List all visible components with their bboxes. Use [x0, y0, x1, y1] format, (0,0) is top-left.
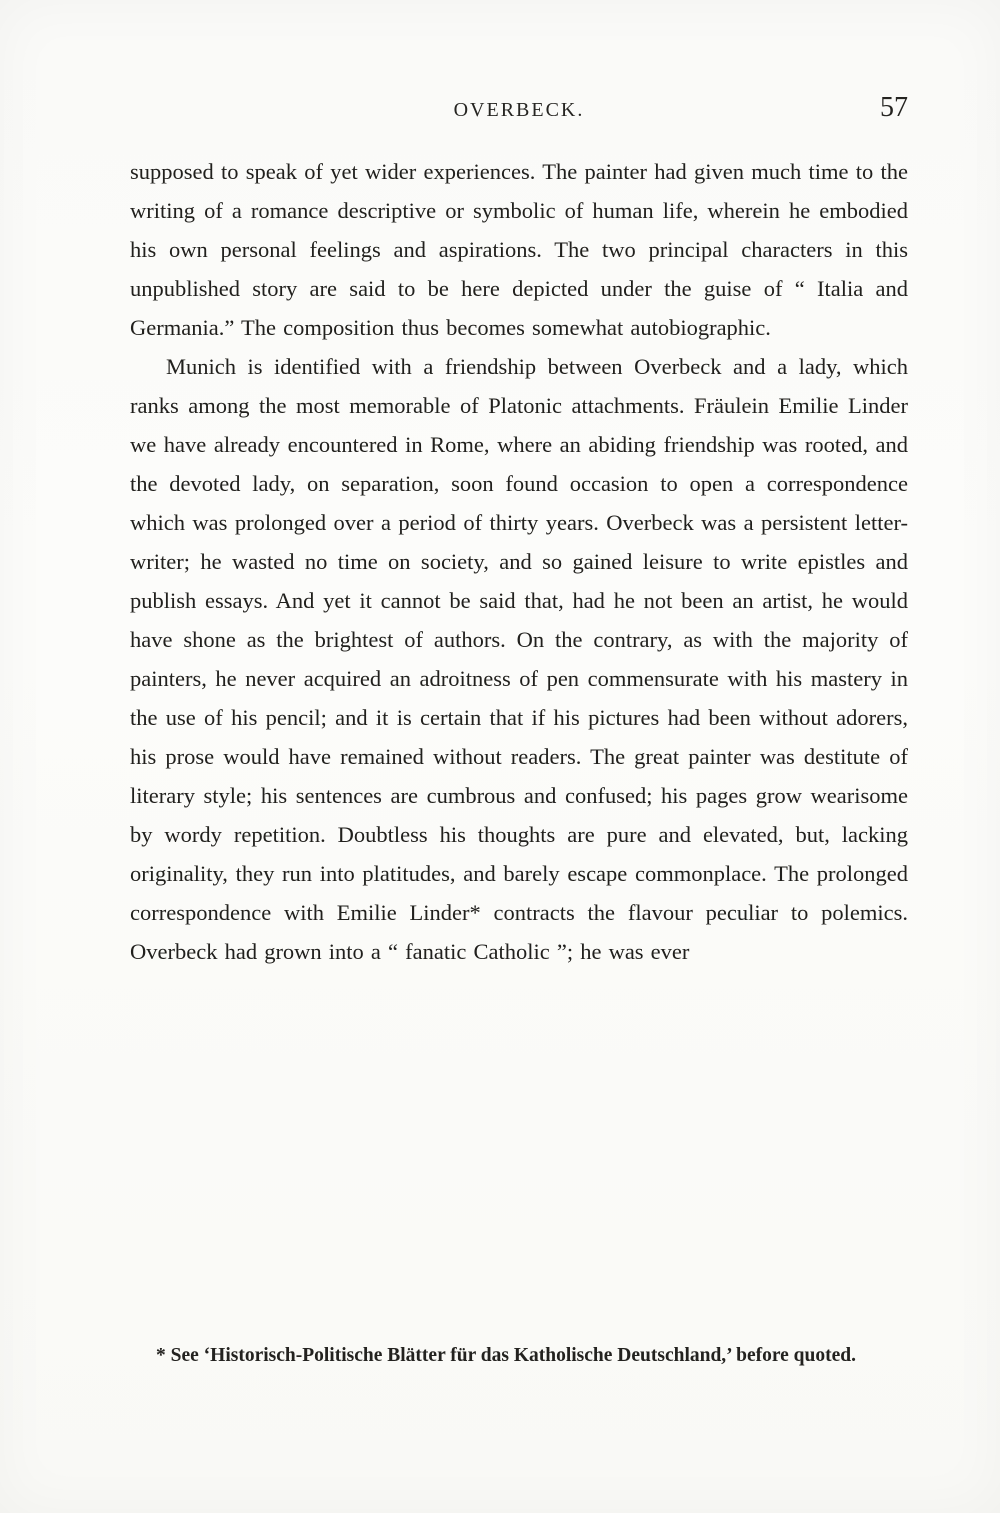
- running-title: OVERBECK.: [453, 99, 585, 121]
- page-body: [130, 152, 908, 971]
- paragraph-2: Munich is identified with a friendship between Overbeck and a lady, which ranks among the most memorable of Platonic attachments. Fräulein Emilie Linder we have already encountered in Rome, where an abiding friendship was rooted, and the devoted lady, on separation, soon found occasion to open a correspondence which was prolonged over a period of thirty years. Overbeck was a persistent letter-writer; he wasted no time on society, and so gained leisure to write epistles and publish essays. And yet it cannot be said that, had he not been an artist, he would have shone as the brightest of authors. On the contrary, as with the majority of painters, he never acquired an adroitness of pen commensurate with his mastery in the use of his pencil; and it is certain that if his pictures had been without adorers, his prose would have remained without readers. The great painter was destitute of literary style; his sentences are cumbrous and confused; his pages grow wearisome by wordy repetition. Doubtless his thoughts are pure and elevated, but, lacking originality, they run into platitudes, and barely escape commonplace. The prolonged correspondence with Emilie Linder* contracts the flavour peculiar to polemics. Overbeck had grown into a “ fanatic Catholic ”; he was ever: [130, 354, 908, 964]
- footnote: * See ‘Historisch-Politische Blätter für das Katholische Deutschland,’ before quoted.: [156, 1345, 856, 1366]
- page-number: 57: [880, 92, 908, 123]
- page-header: [130, 92, 908, 126]
- paragraph-1: supposed to speak of yet wider experiences. The painter had given much time to the writing of a romance descriptive or symbolic of human life, wherein he embodied his own personal feelings and aspirations. The two principal characters in this unpublished story are said to be here depicted under the guise of “ Italia and Germania.” The composition thus becomes somewhat autobiographic.: [130, 159, 908, 340]
